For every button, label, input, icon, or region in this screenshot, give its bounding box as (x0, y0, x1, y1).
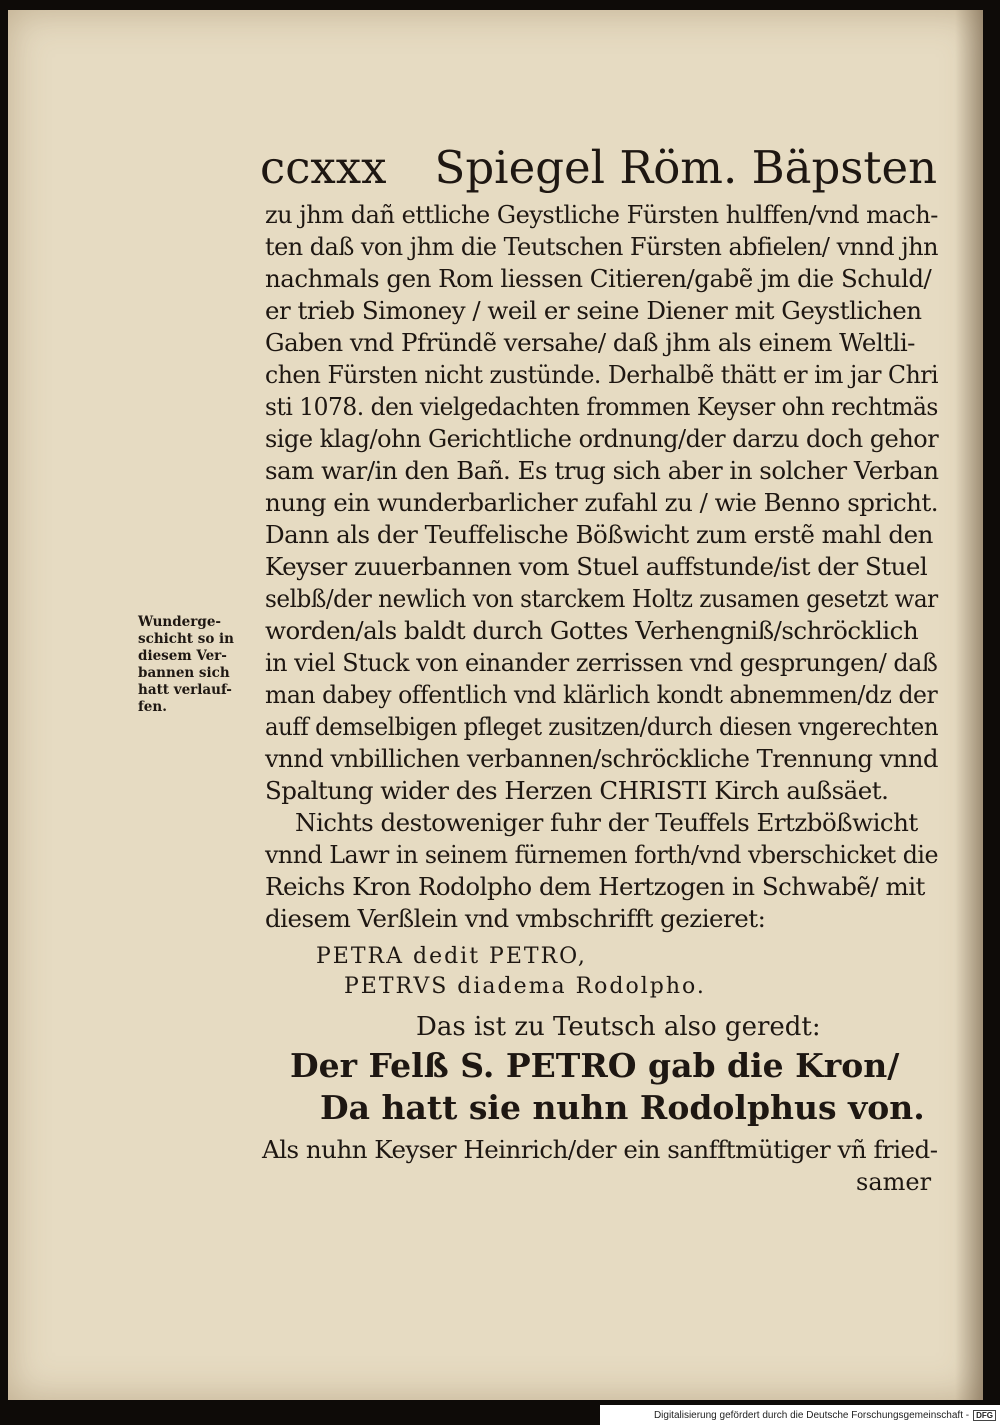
body-line: Reichs Kron Rodolpho dem Hertzogen in Schwabẽ/ mit (265, 872, 925, 901)
body-line: er trieb Simoney / weil er seine Diener mit Geystlichen (265, 296, 922, 325)
body-line: ten daß von jhm die Teutschen Fürsten abfielen/ vnnd jhn (265, 232, 939, 261)
body-line: Gaben vnd Pfründẽ versahe/ daß jhm als einem Weltli- (265, 328, 915, 357)
body-line: nung ein wunderbarlicher zufahl zu / wie Benno spricht. (265, 488, 939, 517)
body-line: man dabey offentlich vnd klärlich kondt abnemmen/dz der (265, 680, 938, 709)
german-couplet-line: Da hatt sie nuhn Rodolphus von. (320, 1088, 925, 1127)
body-line: selbß/der newlich von starckem Holtz zusamen gesetzt war (265, 584, 938, 613)
running-title (260, 140, 937, 196)
body-line: Dann als der Teuffelische Bößwicht zum erstẽ mahl den (265, 520, 933, 549)
latin-verse-line: PETRVS diadema Rodolpho. (344, 974, 706, 999)
body-line: worden/als baldt durch Gottes Verhengniß/schröcklich (265, 616, 919, 645)
body-line: vnnd Lawr in seinem fürnemen forth/vnd vberschicket die (265, 840, 939, 869)
margin-note-line: fen. (138, 699, 167, 715)
margin-note-line: Wunderge- (138, 614, 222, 630)
footer-text: Digitalisierung gefördert durch die Deutsche Forschungsgemeinschaft - (653, 1409, 970, 1421)
margin-note-line: hatt verlauf- (138, 682, 232, 698)
body-line: Spaltung wider des Herzen CHRISTI Kirch außsäet. (265, 776, 889, 805)
dfg-logo: DFG (973, 1410, 996, 1421)
margin-note-line: diesem Ver- (138, 648, 227, 664)
latin-verse-line: PETRA dedit PETRO, (316, 944, 587, 969)
margin-note-line: schicht so in (138, 631, 234, 647)
body-line: sige klag/ohn Gerichtliche ordnung/der darzu doch gehor (265, 424, 939, 453)
body-line: auff demselbigen pfleget zusitzen/durch diesen vngerechten (265, 712, 939, 741)
body-line: in viel Stuck von einander zerrissen vnd gesprungen/ daß (265, 648, 938, 677)
body-line: sti 1078. den vielgedachten frommen Keyser ohn rechtmäs (265, 392, 938, 421)
margin-note-line: bannen sich (138, 665, 230, 681)
closing-line: Als nuhn Keyser Heinrich/der ein sanfftmütiger vñ fried- (262, 1135, 938, 1164)
body-line: Keyser zuuerbannen vom Stuel auffstunde/ist der Stuel (265, 552, 928, 581)
body-line: sam war/in den Bañ. Es trug sich aber in solcher Verban (265, 456, 939, 485)
german-couplet-line: Der Felß S. PETRO gab die Kron/ (290, 1046, 900, 1085)
body-line: Nichts destoweniger fuhr der Teuffels Ertzbößwicht (295, 808, 918, 837)
translation-heading: Das ist zu Teutsch also geredt: (416, 1012, 821, 1042)
folio-number: ccxxx (260, 141, 387, 194)
body-line: diesem Verßlein vnd vmbschrifft gezieret: (265, 904, 766, 933)
catchword: samer (856, 1168, 932, 1196)
book-page (8, 10, 983, 1400)
body-line: zu jhm dañ ettliche Geystliche Fürsten hulffen/vnd mach- (265, 200, 938, 229)
page-title: Spiegel Röm. Bäpsten (434, 141, 938, 194)
body-line: nachmals gen Rom liessen Citieren/gabẽ jm die Schuld/ (265, 264, 932, 293)
footer-attribution (600, 1405, 1000, 1425)
body-line: chen Fürsten nicht zustünde. Derhalbẽ thätt er im jar Chri (265, 360, 939, 389)
body-line: vnnd vnbillichen verbannen/schröckliche Trennung vnnd (265, 744, 938, 773)
